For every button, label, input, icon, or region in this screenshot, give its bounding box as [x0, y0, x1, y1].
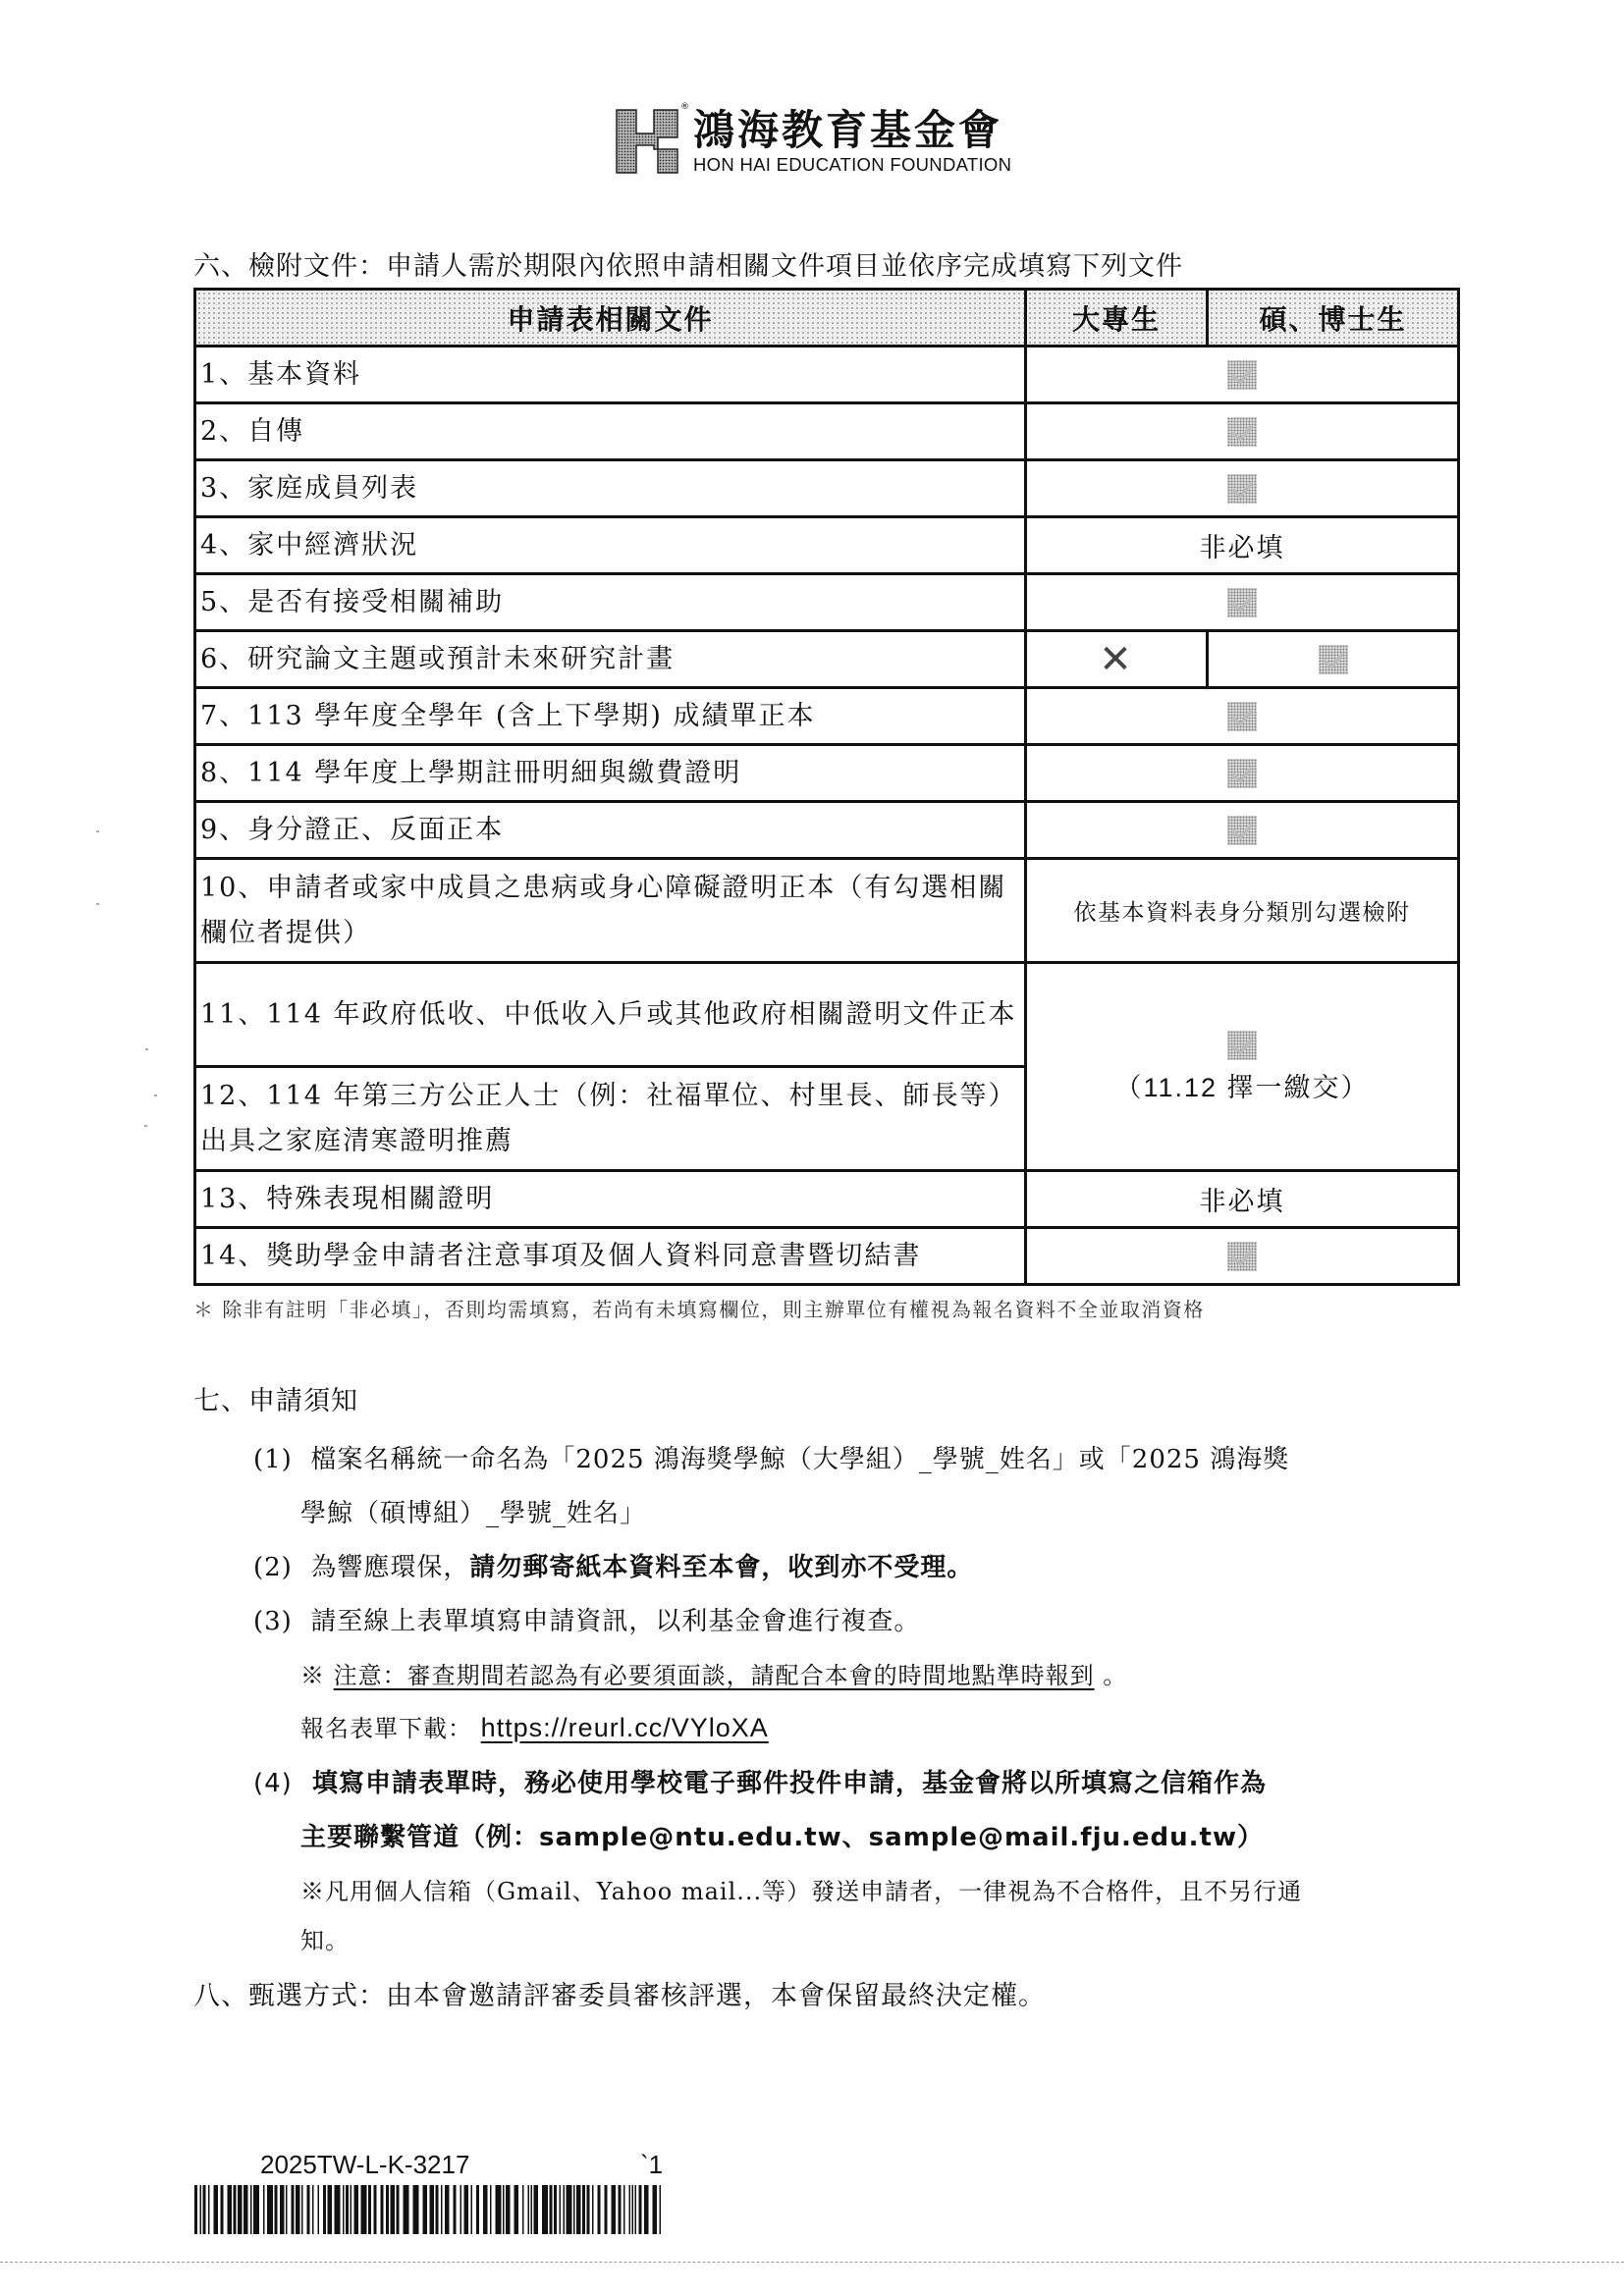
- barcode-bar: [263, 2185, 265, 2234]
- barcode-bar: [573, 2185, 575, 2234]
- item-4-note-line-1: ※凡用個人信箱（Gmail、Yahoo mail...等）發送申請者，一律視為不合格件，且不另行通: [300, 1878, 1303, 1905]
- barcode-bar: [567, 2185, 572, 2234]
- scan-speck: [145, 1048, 148, 1050]
- barcode-bar: [413, 2185, 419, 2234]
- barcode-bar: [234, 2185, 237, 2234]
- documents-table: [193, 288, 1460, 1286]
- checked-checkbox-icon: [1227, 1031, 1257, 1060]
- barcode-bar: [368, 2185, 371, 2234]
- barcode-bar: [460, 2185, 462, 2234]
- item-number: (4): [253, 1769, 293, 1798]
- notice-item-2: [253, 1551, 973, 1584]
- form-download: [300, 1711, 769, 1745]
- row-label: 6、研究論文主題或預計未來研究計畫: [195, 631, 1026, 688]
- barcode-bar: [542, 2185, 548, 2234]
- barcode-bar: [445, 2185, 450, 2234]
- section-8-title: 八、甄選方式：由本會邀請評審委員審核評選，本會保留最終決定權。: [193, 1981, 1046, 2011]
- table-footnote: ＊ 除非有註明「非必填」，否則均需填寫，若尚有未填寫欄位，則主辦單位有權視為報名資料不全並取消資格: [193, 1298, 1205, 1321]
- barcode-bar: [351, 2185, 352, 2234]
- barcode-bar: [328, 2185, 333, 2234]
- barcode-bar: [404, 2185, 409, 2234]
- barcode-bar: [250, 2185, 252, 2234]
- barcode-bar: [605, 2185, 608, 2234]
- barcode-bar: [490, 2185, 492, 2234]
- barcode-bar: [632, 2185, 634, 2234]
- barcode-bar: [381, 2185, 384, 2234]
- row-label: 7、113 學年度全學年 (含上下學期) 成績單正本: [195, 688, 1026, 745]
- barcode-bar: [286, 2185, 288, 2234]
- barcode-bar: [323, 2185, 326, 2234]
- table-row: [195, 574, 1459, 631]
- notice-item-1: [253, 1443, 1289, 1476]
- barcode-bar: [592, 2185, 594, 2234]
- barcode-bar: [397, 2185, 400, 2234]
- barcode-bar: [506, 2185, 511, 2234]
- barcode-bar: [343, 2185, 345, 2234]
- item-2-normal: 為響應環保，: [310, 1553, 470, 1582]
- item-4-line-1: 填寫申請表單時，務必使用學校電子郵件投件申請，基金會將以所填寫之信箱作為: [311, 1769, 1267, 1798]
- row-label: 13、特殊表現相關證明: [195, 1171, 1026, 1228]
- scan-speck: [96, 830, 99, 832]
- org-name-cn: 鴻海教育基金會: [693, 106, 1003, 154]
- table-header-row: [195, 290, 1459, 347]
- barcode-bar: [208, 2185, 210, 2234]
- barcode-icon: [194, 2185, 666, 2234]
- barcode-bar: [528, 2185, 530, 2234]
- checked-checkbox-icon: [1227, 1242, 1257, 1271]
- optional-text: 非必填: [1026, 517, 1459, 574]
- barcode-bar: [238, 2185, 243, 2234]
- barcode-bar: [423, 2185, 428, 2234]
- barcode-bar: [496, 2185, 502, 2234]
- barcode-bar: [275, 2185, 278, 2234]
- barcode-bar: [214, 2185, 219, 2234]
- org-name-en: HON HAI EDUCATION FOUNDATION: [693, 154, 1012, 175]
- notice-item-3: [253, 1605, 920, 1638]
- optional-text: 非必填: [1026, 1171, 1459, 1228]
- barcode-bar: [660, 2185, 662, 2234]
- checked-checkbox-icon: [1227, 702, 1257, 731]
- item-number: (3): [253, 1607, 293, 1636]
- note-end: 。: [1103, 1662, 1128, 1689]
- barcode-bar: [534, 2185, 539, 2234]
- barcode-bar: [629, 2185, 631, 2234]
- barcode-bar: [194, 2185, 197, 2234]
- table-row: [195, 745, 1459, 802]
- barcode-bar: [436, 2185, 439, 2234]
- table-row: [195, 631, 1459, 688]
- item-number: (1): [253, 1445, 293, 1474]
- choose-one-text: （11.12 擇一繳交）: [1114, 1072, 1370, 1102]
- item-3-line-1: 請至線上表單填寫申請資訊，以利基金會進行複查。: [310, 1607, 921, 1636]
- interview-note: [300, 1659, 1127, 1692]
- barcode-bar: [267, 2185, 273, 2234]
- table-row: [195, 517, 1459, 574]
- table-row: [195, 802, 1459, 859]
- barcode-bar: [374, 2185, 377, 2234]
- barcode-bar: [471, 2185, 473, 2234]
- note-mark-icon: ※: [300, 1662, 325, 1689]
- table-row: [195, 963, 1459, 1067]
- barcode-bar: [639, 2185, 642, 2234]
- barcode-bar: [554, 2185, 557, 2234]
- item-number: (2): [253, 1553, 293, 1582]
- item-2-bold: 請勿郵寄紙本資料至本會，收到亦不受理。: [469, 1553, 974, 1582]
- interview-note-text: 注意：審查期間若認為有必要須面談，請配合本會的時間地點準時報到: [333, 1662, 1095, 1689]
- item-4-note-line-2: 知。: [300, 1927, 350, 1954]
- barcode-bar: [318, 2185, 320, 2234]
- checked-checkbox-icon: [1227, 417, 1257, 447]
- checked-checkbox-icon: [1319, 645, 1348, 674]
- table-row: [195, 1171, 1459, 1228]
- row-label: 14、獎助學金申請者注意事項及個人資料同意書暨切結書: [195, 1228, 1026, 1285]
- barcode-bar: [307, 2185, 310, 2234]
- serial-number: 2025TW-L-K-3217: [260, 2150, 470, 2179]
- barcode-bar: [619, 2185, 622, 2234]
- row-label: 1、基本資料: [195, 347, 1026, 403]
- barcode-bar: [483, 2185, 488, 2234]
- download-link[interactable]: https://reurl.cc/VYloXA: [480, 1713, 769, 1742]
- barcode-bar: [582, 2185, 585, 2234]
- barcode-bar: [564, 2185, 566, 2234]
- checked-checkbox-icon: [1227, 474, 1257, 504]
- barcode-bar: [441, 2185, 443, 2234]
- row-label: 11、114 年政府低收、中低收入戶或其他政府相關證明文件正本: [195, 963, 1026, 1067]
- barcode-bar: [635, 2185, 637, 2234]
- barcode-bar: [228, 2185, 233, 2234]
- barcode-bar: [522, 2185, 524, 2234]
- item-4-line-2: 主要聯繫管道（例：sample@ntu.edu.tw、sample@mail.fju.edu.tw）: [300, 1823, 1264, 1852]
- row-label: 9、身分證正、反面正本: [195, 802, 1026, 859]
- item-1-line-1: 檔案名稱統一命名為「2025 鴻海獎學鯨（大學組）_學號_姓名」或「2025 鴻海獎: [310, 1445, 1290, 1474]
- barcode-bar: [200, 2185, 202, 2234]
- barcode-bar: [301, 2185, 303, 2234]
- checked-checkbox-icon: [1227, 759, 1257, 788]
- item-1-line-2: 學鯨（碩博組）_學號_姓名」: [300, 1499, 647, 1528]
- conditional-text: 依基本資料表身分類別勾選檢附: [1026, 859, 1459, 963]
- barcode-bar: [203, 2185, 206, 2234]
- barcode-bar: [253, 2185, 259, 2234]
- row-label: 5、是否有接受相關補助: [195, 574, 1026, 631]
- scan-speck: [154, 1095, 157, 1096]
- cross-mark-icon: ✕: [1099, 636, 1134, 682]
- barcode-bar: [430, 2185, 435, 2234]
- barcode-bar: [292, 2185, 295, 2234]
- table-row: [195, 347, 1459, 403]
- checked-checkbox-icon: [1227, 588, 1257, 617]
- foundation-logo: [615, 102, 1011, 181]
- barcode-bar: [244, 2185, 248, 2234]
- barcode-bar: [354, 2185, 359, 2234]
- barcode-bar: [587, 2185, 590, 2234]
- bottom-divider: [0, 2262, 1624, 2263]
- row-label: 10、申請者或家中成員之患病或身心障礙證明正本（有勾選相關欄位者提供）: [195, 859, 1026, 963]
- notice-item-4: [253, 1767, 1267, 1800]
- barcode-bar: [560, 2185, 562, 2234]
- barcode-bar: [280, 2185, 285, 2234]
- barcode-bar: [476, 2185, 479, 2234]
- table-row: [195, 460, 1459, 517]
- barcode-bar: [514, 2185, 519, 2234]
- barcode-bar: [391, 2185, 396, 2234]
- row-label: 12、114 年第三方公正人士（例：社福單位、村里長、師長等）出具之家庭清寒證明推薦: [195, 1067, 1026, 1171]
- scan-speck: [96, 903, 99, 905]
- table-row: [195, 1228, 1459, 1285]
- barcode-bar: [346, 2185, 349, 2234]
- page-mark: `1: [640, 2150, 664, 2179]
- barcode-bar: [531, 2185, 533, 2234]
- table-row: [195, 403, 1459, 460]
- download-label: 報名表單下載：: [300, 1715, 472, 1742]
- row-label: 3、家庭成員列表: [195, 460, 1026, 517]
- barcode-bar: [464, 2185, 469, 2234]
- hon-hai-h-logo-icon: ®: [615, 106, 681, 177]
- barcode-bar: [312, 2185, 314, 2234]
- barcode-bar: [454, 2185, 457, 2234]
- barcode-bar: [386, 2185, 389, 2234]
- checked-checkbox-icon: [1227, 816, 1257, 845]
- barcode-bar: [550, 2185, 553, 2234]
- table-row: [195, 688, 1459, 745]
- checked-checkbox-icon: [1227, 360, 1257, 390]
- header-graduate: 碩、博士生: [1208, 290, 1459, 347]
- barcode-bar: [221, 2185, 224, 2234]
- section-6-title: 六、檢附文件：申請人需於期限內依照申請相關文件項目並依序完成填寫下列文件: [193, 251, 1183, 282]
- row-label: 8、114 學年度上學期註冊明細與繳費證明: [195, 745, 1026, 802]
- barcode-bar: [653, 2185, 658, 2234]
- barcode-bar: [296, 2185, 300, 2234]
- scan-speck: [144, 1125, 147, 1127]
- barcode-bar: [503, 2185, 505, 2234]
- barcode-bar: [623, 2185, 625, 2234]
- row-label: 2、自傳: [195, 403, 1026, 460]
- barcode-bar: [612, 2185, 617, 2234]
- barcode-bar: [644, 2185, 649, 2234]
- row-label: 4、家中經濟狀況: [195, 517, 1026, 574]
- barcode-bar: [361, 2185, 367, 2234]
- barcode-bar: [576, 2185, 581, 2234]
- header-documents: 申請表相關文件: [195, 290, 1026, 347]
- header-undergraduate: 大專生: [1026, 290, 1208, 347]
- barcode-bar: [335, 2185, 341, 2234]
- section-7-title: 七、申請須知: [193, 1386, 358, 1416]
- table-row: [195, 859, 1459, 963]
- barcode-bar: [598, 2185, 601, 2234]
